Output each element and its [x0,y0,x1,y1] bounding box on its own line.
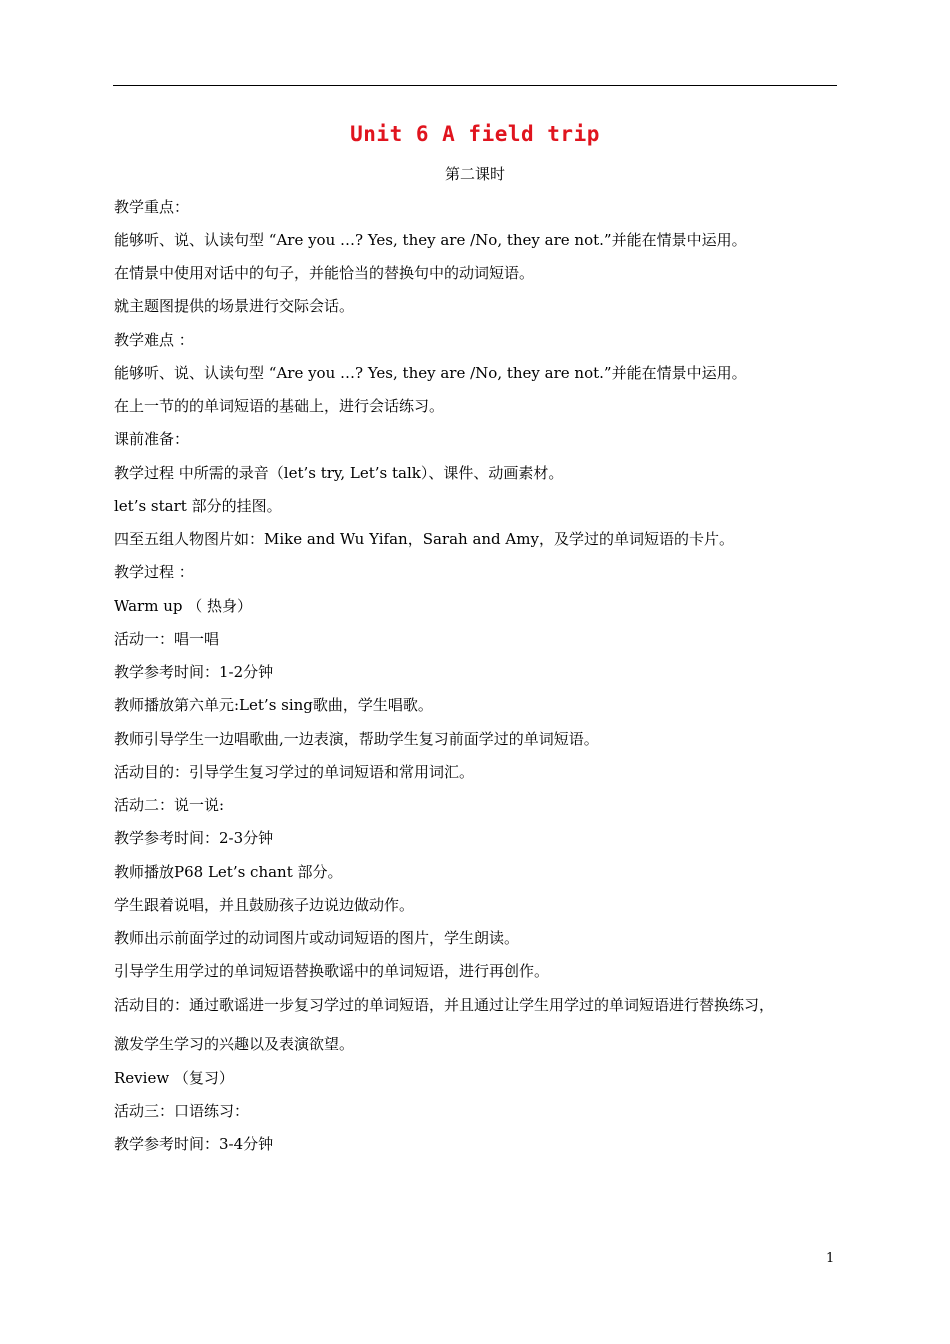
body-line: 教师引导学生一边唱歌曲,一边表演，帮助学生复习前面学过的单词短语。 [114,730,599,748]
body-line: 活动二：说一说: [114,796,225,814]
body-line: 能够听、说、认读句型 “Are you …? Yes, they are /No, they are not.”并能在情景中运用。 [114,364,747,382]
body-line: 教学过程 中所需的录音（let’s try, Let’s talk）、课件、动画素材。 [114,464,564,482]
section-heading-difficulties: 教学难点 ： [114,331,194,349]
body-line: 活动目的：引导学生复习学过的单词短语和常用词汇。 [114,763,475,781]
body-line: 教师播放第六单元:Let’s sing歌曲，学生唱歌。 [114,696,433,714]
body-line: 四至五组人物图片如：Mike and Wu Yifan，Sarah and Amy，及学过的单词短语的卡片。 [114,530,734,548]
body-line: 活动一：唱一唱 [114,630,220,648]
body-line: 教师播放P68 Let’s chant 部分。 [114,863,343,881]
body-line: 教学参考时间：1-2分钟 [114,663,274,681]
document-title: Unit 6 A field trip [350,122,600,146]
document-subtitle: 第二课时 [444,165,505,183]
body-line: Warm up （ 热身） [114,597,253,615]
body-line: 活动三：口语练习： [114,1102,250,1120]
body-line: 激发学生学习的兴趣以及表演欲望。 [114,1035,355,1053]
body-line: 教学参考时间：2-3分钟 [114,829,274,847]
body-line: 就主题图提供的场景进行交际会话。 [114,297,355,315]
header-rule [113,85,837,86]
body-line: 在情景中使用对话中的句子，并能恰当的替换句中的动词短语。 [114,264,535,282]
section-heading-process: 教学过程 ： [114,563,194,581]
body-line: 活动目的：通过歌谣进一步复习学过的单词短语，并且通过让学生用学过的单词短语进行替换练习， [114,996,775,1014]
body-line: Review （复习） [114,1069,234,1087]
body-line: 在上一节的的单词短语的基础上，进行会话练习。 [114,397,445,415]
page-number: 1 [826,1251,835,1266]
body-line: 学生跟着说唱，并且鼓励孩子边说边做动作。 [114,896,415,914]
body-line: 能够听、说、认读句型 “Are you …? Yes, they are /No, they are not.”并能在情景中运用。 [114,231,747,249]
body-line: let’s start 部分的挂图。 [114,497,282,515]
section-heading-key-points: 教学重点： [114,198,190,216]
body-line: 引导学生用学过的单词短语替换歌谣中的单词短语，进行再创作。 [114,962,550,980]
section-heading-preparation: 课前准备： [114,430,190,448]
body-line: 教学参考时间：3-4分钟 [114,1135,274,1153]
body-line: 教师出示前面学过的动词图片或动词短语的图片，学生朗读。 [114,929,520,947]
